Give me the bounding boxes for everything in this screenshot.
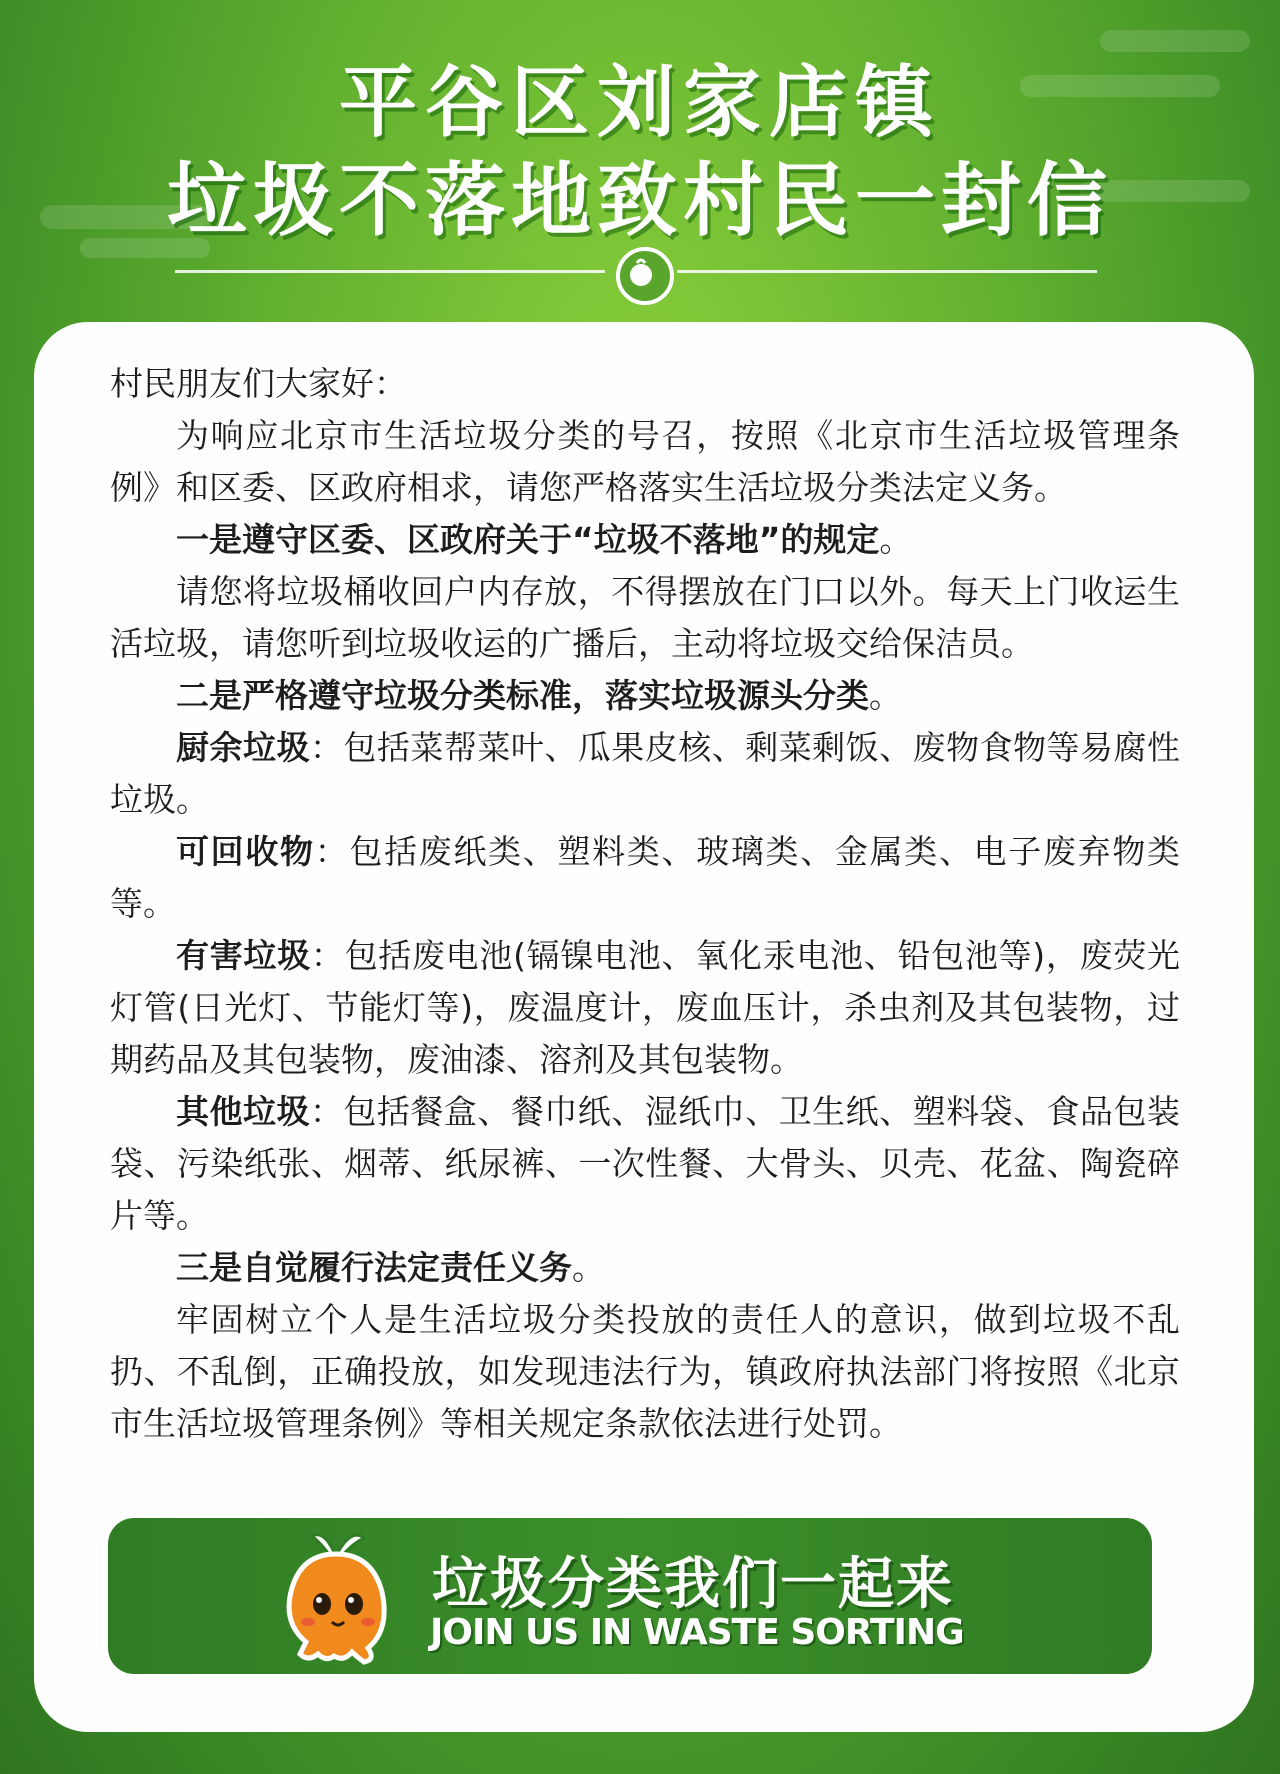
greeting: 村民朋友们大家好： — [110, 364, 407, 403]
poster-title-line2: 垃圾不落地致村民一封信 — [167, 154, 1113, 247]
category-label: 厨余垃圾 — [176, 728, 310, 767]
category-other-waste: 其他垃圾：包括餐盒、餐巾纸、湿纸巾、卫生纸、塑料袋、食品包装袋、污染纸张、烟蒂、纸尿裤、一次性餐、大骨头、贝壳、花盆、陶瓷碎片等。 — [110, 1092, 1181, 1235]
mascot-badge-icon — [616, 247, 674, 305]
category-kitchen-waste: 厨余垃圾：包括菜帮菜叶、瓜果皮核、剩菜剩饭、废物食物等易腐性垃圾。 — [110, 728, 1181, 819]
letter-body — [110, 358, 1180, 1450]
category-label: 可回收物 — [176, 832, 315, 871]
category-label: 有害垃圾 — [176, 936, 311, 975]
category-recyclables: 可回收物：包括废纸类、塑料类、玻璃类、金属类、电子废弃物类等。 — [110, 832, 1181, 923]
orange-mascot-icon — [272, 1522, 402, 1672]
slogan-chinese: 垃圾分类我们一起来 — [432, 1552, 954, 1617]
category-hazardous-waste: 有害垃圾：包括废电池(镉镍电池、氧化汞电池、铅包池等)，废荧光灯管(日光灯、节能灯等)，废温度计，废血压计，杀虫剂及其包装物，过期药品及其包装物，废油漆、溶剂及其包装物。 — [110, 936, 1181, 1079]
title-divider-left — [175, 270, 605, 273]
point2-heading: 二是严格遵守垃圾分类标准，落实垃圾源头分类。 — [176, 676, 902, 715]
point3-body: 牢固树立个人是生活垃圾分类投放的责任人的意识，做到垃圾不乱扔、不乱倒，正确投放，如发现违法行为，镇政府执法部门将按照《北京市生活垃圾管理条例》等相关规定条款依法进行处罚。 — [110, 1300, 1180, 1443]
slogan-english: JOIN US IN WASTE SORTING — [430, 1612, 964, 1653]
category-label: 其他垃圾 — [176, 1092, 310, 1131]
point3-heading: 三是自觉履行法定责任义务。 — [176, 1248, 605, 1287]
point1-heading: 一是遵守区委、区政府关于“垃圾不落地”的规定。 — [176, 520, 913, 559]
point1-body: 请您将垃圾桶收回户内存放，不得摆放在门口以外。每天上门收运生活垃圾，请您听到垃圾收运的广播后，主动将垃圾交给保洁员。 — [110, 572, 1180, 663]
category-text: 包括废电池(镉镍电池、氧化汞电池、铅包池等)，废荧光灯管(日光灯、节能灯等)，废温度计，废血压计，杀虫剂及其包装物，过期药品及其包装物，废油漆、溶剂及其包装物。 — [110, 936, 1181, 1079]
point2-heading-text: 二是严格遵守垃圾分类标准，落实垃圾源头分类 — [176, 676, 869, 715]
title-divider-right — [677, 270, 1097, 273]
point3-heading-text: 三是自觉履行法定责任义务 — [176, 1248, 572, 1287]
point1-heading-text: 一是遵守区委、区政府关于“垃圾不落地”的规定 — [176, 520, 880, 559]
category-text: 包括废纸类、塑料类、玻璃类、金属类、电子废弃物类等。 — [110, 832, 1181, 923]
category-text: 包括餐盒、餐巾纸、湿纸巾、卫生纸、塑料袋、食品包装袋、污染纸张、烟蒂、纸尿裤、一次性餐、大骨头、贝壳、花盆、陶瓷碎片等。 — [110, 1092, 1181, 1235]
poster-title-line1: 平谷区刘家店镇 — [338, 58, 941, 148]
category-text: 包括菜帮菜叶、瓜果皮核、剩菜剩饭、废物食物等易腐性垃圾。 — [110, 728, 1181, 819]
intro-paragraph: 为响应北京市生活垃圾分类的号召，按照《北京市生活垃圾管理条例》和区委、区政府相求，请您严格落实生活垃圾分类法定义务。 — [110, 416, 1180, 507]
